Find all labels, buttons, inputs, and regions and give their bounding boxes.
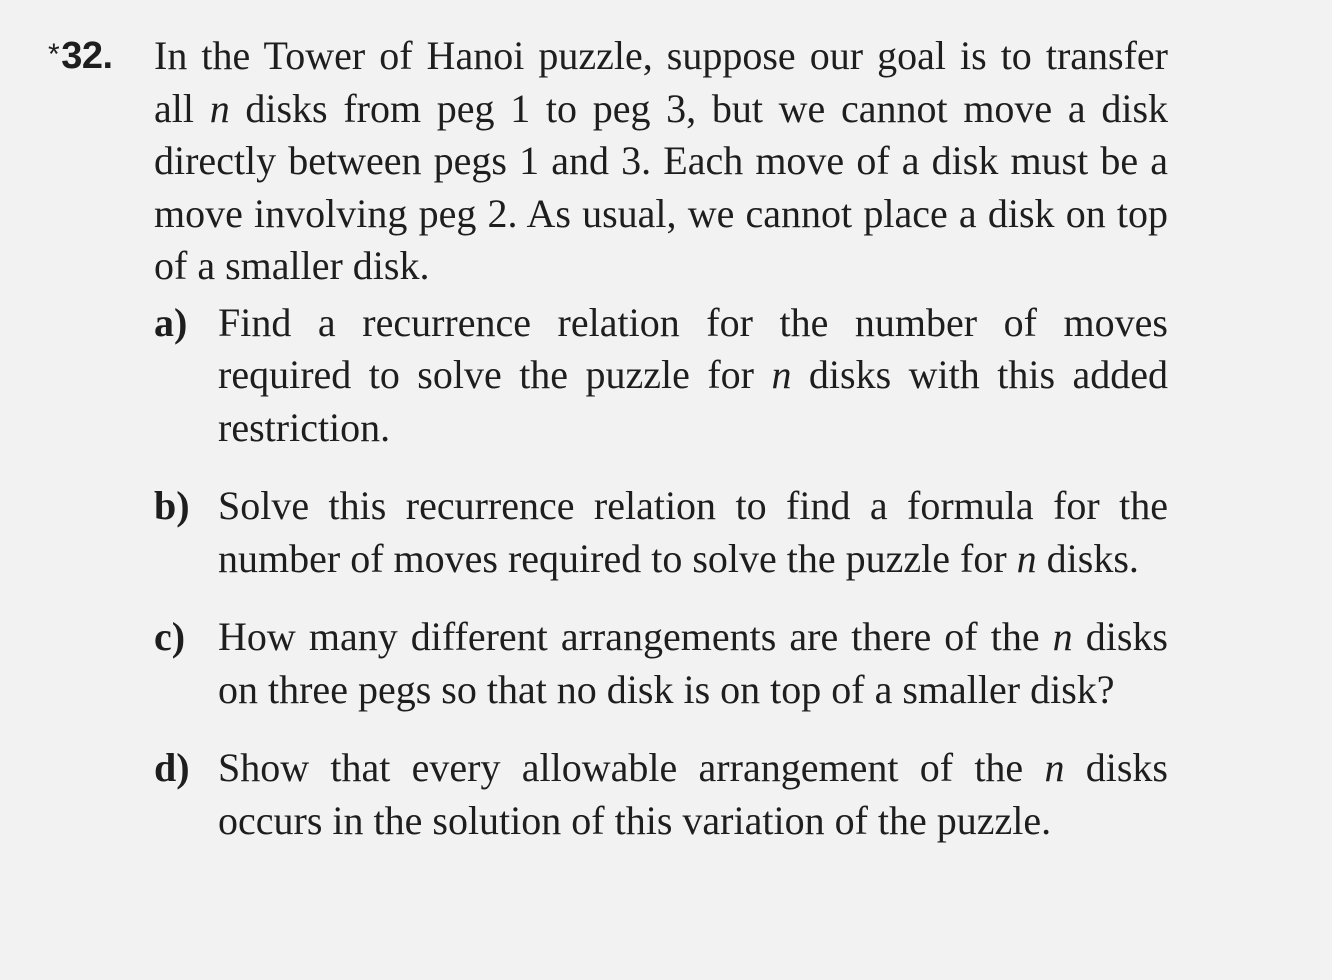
exercise-intro-text-2: disks from peg 1 to peg 3, but we cannot move a disk directly between pegs 1 and 3. Each move of a disk must be a move involving peg 2. As usual, we cannot place a disk on top of a smaller disk. bbox=[154, 85, 1169, 288]
part-a-text-2: disks with this added restriction. bbox=[218, 352, 1168, 450]
exercise-intro-text-1: In the Tower of Hanoi puzzle, suppose our goal is to transfer all bbox=[154, 33, 1168, 131]
part-b-text-2: disks. bbox=[1036, 535, 1139, 581]
variable-n: n bbox=[1044, 745, 1065, 790]
variable-n: n bbox=[1016, 535, 1037, 581]
exercise-statement bbox=[48, 30, 1168, 293]
part-d-text-2: disks occurs in the solution of this variation of the puzzle. bbox=[218, 745, 1168, 843]
part-b bbox=[48, 480, 1168, 585]
exercise-number-label: 32. bbox=[61, 35, 113, 77]
part-d-label: d) bbox=[154, 745, 190, 790]
exercise-number bbox=[48, 30, 113, 86]
part-c-label: c) bbox=[154, 614, 186, 659]
variable-n: n bbox=[1052, 614, 1073, 659]
starred-exercise-marker: * bbox=[48, 38, 60, 71]
part-d-text-1: Show that every allowable arrangement of the bbox=[218, 745, 1045, 790]
part-b-text-1: Solve this recurrence relation to find a formula for the number of moves required to solve the puzzle for bbox=[218, 483, 1168, 581]
variable-n: n bbox=[771, 352, 792, 397]
part-c bbox=[48, 611, 1168, 716]
part-a-label: a) bbox=[154, 299, 188, 345]
part-c-text-2: disks on three pegs so that no disk is on top of a smaller disk? bbox=[218, 614, 1168, 712]
part-c-text-1: How many different arrangements are there of the bbox=[218, 614, 1053, 659]
part-a-text-1: Find a recurrence relation for the number of moves required to solve the puzzle for bbox=[218, 299, 1168, 397]
part-a bbox=[48, 297, 1168, 455]
part-d bbox=[48, 742, 1168, 847]
exercise-parts bbox=[48, 297, 1168, 848]
variable-n: n bbox=[209, 85, 230, 131]
exercise-32 bbox=[48, 30, 1168, 847]
part-b-label: b) bbox=[154, 483, 190, 528]
